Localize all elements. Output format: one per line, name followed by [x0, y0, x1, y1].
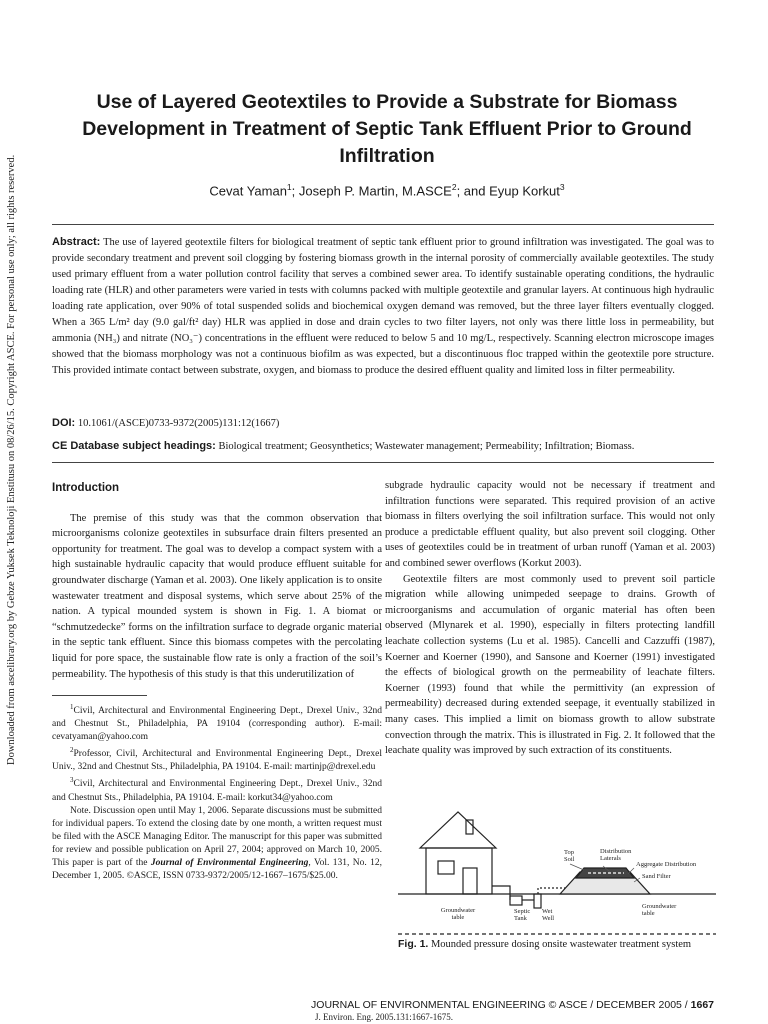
author-1-affil: 1	[286, 182, 292, 192]
article-title: Use of Layered Geotextiles to Provide a Substrate for Biomass Development in Treatment of Septic Tank Effluent Prior to Ground Infiltration	[82, 91, 692, 167]
journal-name: Journal of Environmental Engineering	[150, 857, 309, 868]
doi-value[interactable]: 10.1061/(ASCE)0733-9372(2005)131:12(1667)	[75, 418, 280, 429]
footnote-3: $^3$Civil, Architectural and Environmental Engineering Dept., Drexel Univ., 32nd and Chestnut Sts., Philadelphia, PA 19104. E-mail: korkut34@yahoo.com	[52, 776, 382, 803]
label-septic-1: Septic	[514, 908, 531, 915]
septic-tank-icon	[510, 896, 522, 905]
label-distribution-1: Distribution	[600, 848, 632, 855]
label-aggregate: Aggregate Distribution	[636, 861, 697, 868]
label-top-soil-2: Soil	[564, 856, 575, 863]
intro-paragraph-2: Geotextile filters are most commonly used to prevent soil particle migration while allowing unimpeded seepage to drains. Growth of microorganisms and accumulation of organic material has often been observed (Mlynarek et al. 1990), especially in filters protecting landfill leachate collection systems (Lu et al. 1985). Cancelli and Cazzuffi (1987), Koerner and Koerner (1990), and Sansone and Koerner (1991) investigated the effects of biological growth on the permeability of leachate filters. Koerner (1993) found that while the permittivity (an expression of permeability) decreased during extended seepage, it eventually stabilized in many cases. This implied a limit on biomass growth to allow substrate convection through the matrix. This is illustrated in Fig. 2. It followed that the leachate quality was improved by such extraction of its constituents.	[385, 573, 715, 757]
author-3[interactable]: ; and Eyup Korkut	[456, 183, 560, 199]
label-groundwater-left-1: Groundwater	[440, 907, 476, 914]
abstract-label: Abstract:	[52, 236, 101, 248]
figure-1-label: Fig. 1.	[398, 938, 429, 950]
window-icon	[438, 861, 454, 874]
author-2[interactable]: ; Joseph P. Martin, M.ASCE	[291, 183, 452, 199]
citation-line: J. Environ. Eng. 2005.131:1667-1675.	[315, 1012, 453, 1022]
doi-line	[52, 416, 714, 431]
journal-footer	[311, 999, 714, 1011]
label-septic-2: Tank	[514, 915, 527, 922]
footnote-rule	[52, 695, 147, 696]
house-drain-pipe	[492, 886, 510, 900]
label-wet-1: Wet	[542, 908, 553, 915]
door-icon	[463, 868, 477, 894]
wet-well-icon	[534, 894, 541, 908]
right-column	[385, 478, 715, 759]
footnote-1: $^1$Civil, Architectural and Environmental Engineering Dept., Drexel Univ., 32nd and Chestnut St., Philadelphia, PA 19104 (corresponding author). E-mail: cevatyaman@yahoo.com	[52, 703, 382, 743]
label-wet-2: Well	[542, 915, 555, 922]
house-roof	[420, 812, 496, 848]
abstract	[52, 234, 714, 379]
label-top-soil-1: Top	[564, 849, 575, 856]
left-column	[52, 478, 382, 883]
subject-headings-value: Biological treatment; Geosynthetics; Wastewater management; Permeability; Infiltration; Biomass.	[215, 441, 635, 452]
intro-paragraph-continued: subgrade hydraulic capacity would not be necessary if treatment and infiltration functions were separated. This required provision of an active biomass in filters overlying the soil infiltration surface. This would not only produce a predictable effluent quality, but also prevent soil clogging. Other uses of geotextiles could be in treatment of urban runoff (Yaman et al. 2003) and combined sewer overflows (Korkut 2003).	[385, 480, 715, 569]
abstract-text: The use of layered geotextile filters for biological treatment of septic tank effluent prior to ground infiltration was investigated. The goal was to provide secondary treatment and prevent soil clogging by fostering biomass growth in the internal porosity of commercially available geotextiles. The study used primary effluent from a water pollution control facility that serves a combined sewer area. To identify sustainable operating conditions, the hydraulic loading rate (HLR) and other parameters were varied in tests with columns packed with multiple geotextile and granular layers. At continuous high hydraulic loading rate application, over 90% of total suspended solids and biochemical oxygen demand was removed, but the three layer filters eventually clogged. When a 365 L/m² day (9.0 gal/ft² day) HLR was applied in dose and drain cycles to two filter layers, not only was there little loss in permeability, but ammonia (NH₃) and nitrate (NO₃⁻) concentrations in the effluent were reduced to below 5 and 10 mg/L, respectively. Scanning electron microscope images showed that the biomass morphology was not a continuous biofilm as was expected, but a discontinuous floc trapped within the geotextile pore structure. This provided intimate contact between substrate, oxygen, and biomass to produce the desired effluent quality and limited loss in filter permeability.	[52, 237, 714, 376]
doi-label: DOI:	[52, 417, 76, 429]
label-groundwater-right-2: table	[642, 910, 655, 917]
author-line	[60, 182, 714, 198]
subject-headings-label: CE Database subject headings:	[52, 440, 216, 452]
rule-bottom	[52, 462, 714, 463]
figure-1-caption-text: Mounded pressure dosing onsite wastewater treatment system	[428, 939, 692, 950]
author-1[interactable]: Cevat Yaman	[209, 183, 287, 199]
intro-paragraph-1: The premise of this study was that the common observation that microorganisms colonize geotextiles in subsurface drain filters presented an opportunity for treatment. The goal was to develop a compact system with a high sustainable hydraulic capacity that would produce effluent suitable for groundwater discharge (Yaman et al. 2003). One likely application is to onsite wastewater treatment and disposal systems, which serve about 25% of the nation. A typical mounded system is shown in Fig. 1. A biomat or “schmutzedecke” forms on the infiltration surface to degrade organic material in the septic tank effluent. Since this biomass competes with the percolating liquid for pore space, the sustainable flow rate is only a fraction of the soil’s permeability. The hypothesis of this study is that this underutilization of	[52, 512, 382, 680]
figure-1-caption	[398, 938, 728, 950]
journal-footer-text: JOURNAL OF ENVIRONMENTAL ENGINEERING © ASCE / DECEMBER 2005 /	[311, 999, 691, 1011]
footnote-2: $^2$Professor, Civil, Architectural and Environmental Engineering Dept., Drexel Univ., 32nd and Chestnut Sts., Philadelphia, PA 19104. E-mail: martinjp@drexel.edu	[52, 746, 382, 773]
author-2-affil: 2	[451, 182, 457, 192]
subject-headings	[52, 439, 714, 454]
discussion-note: Note. Discussion open until May 1, 2006. Separate discussions must be submitted for individual papers. To extend the closing date by one month, a written request must be filed with the ASCE Managing Editor. The manuscript for this paper was submitted for review and possible publication on April 27, 2004; approved on March 10, 2005. This paper is part of the Journal of Environmental Engineering, Vol. 131, No. 12, December 1, 2005. ©ASCE, ISSN 0733-9372/2005/12-1667–1675/$25.00.	[52, 805, 382, 881]
house-body	[426, 848, 492, 894]
label-groundwater-left-2: table	[451, 914, 465, 921]
label-sand-filter: Sand Filter	[642, 873, 671, 880]
page-number: 1667	[690, 999, 714, 1011]
download-notice: Downloaded from ascelibrary.org by Gebze Yuksek Teknoloji Enstitusu on 08/26/15. Copyright ASCE. For personal use only; all rights reserved.	[6, 154, 17, 765]
label-groundwater-right-1: Groundwater	[642, 903, 677, 910]
author-3-affil: 3	[559, 182, 565, 192]
section-heading-introduction: Introduction	[52, 482, 120, 494]
rule-top	[52, 224, 714, 225]
label-distribution-2: Laterals	[600, 855, 621, 862]
